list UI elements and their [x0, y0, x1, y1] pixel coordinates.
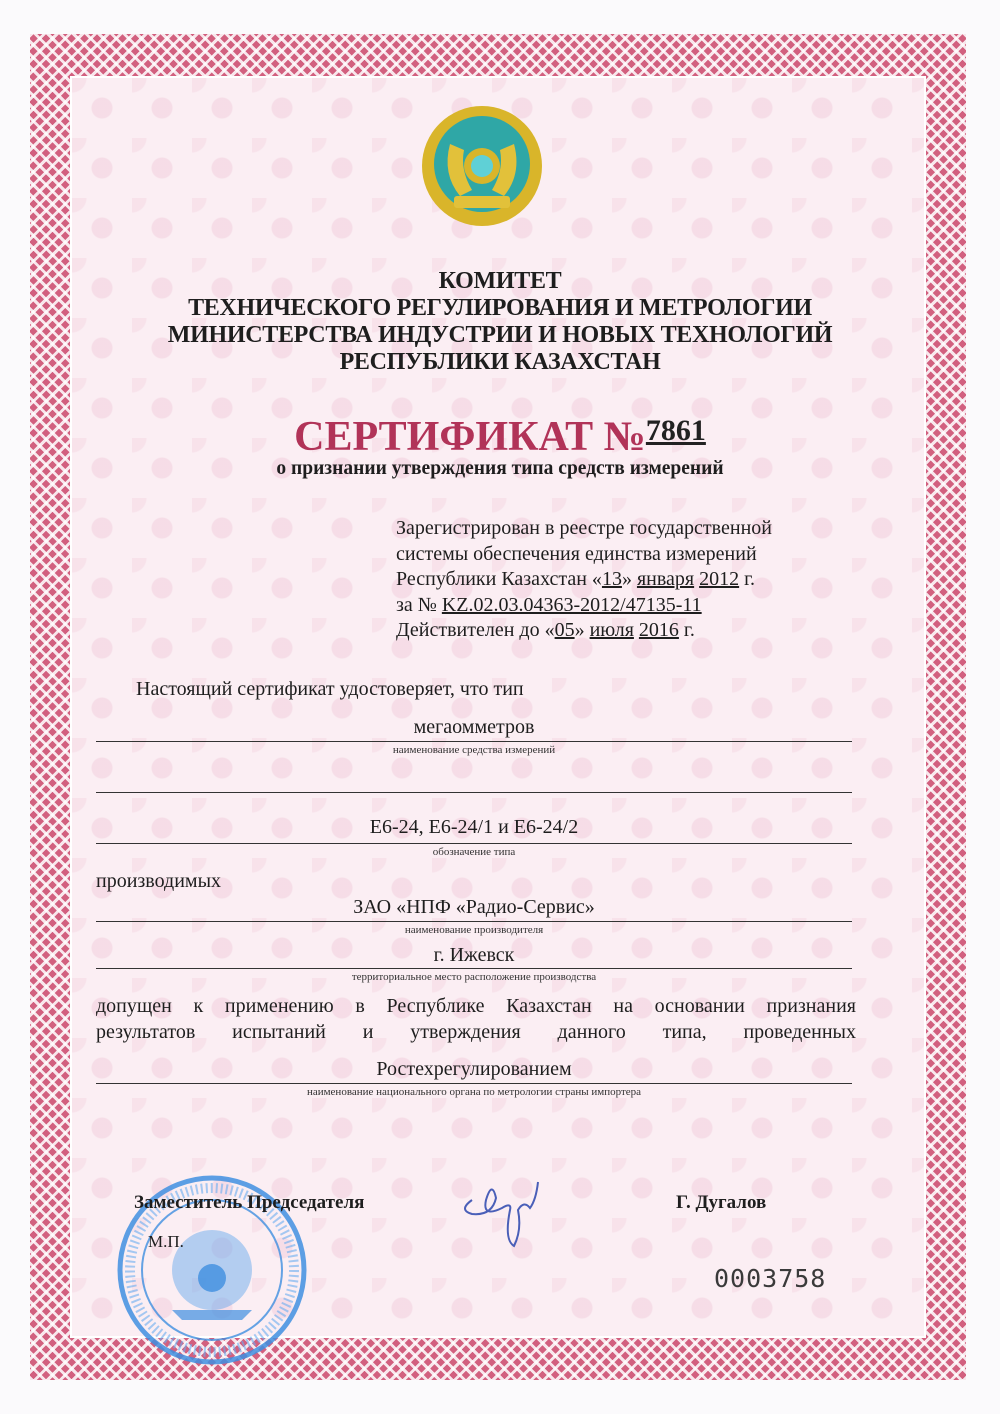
certificate-title	[100, 406, 900, 462]
validity-year: 2016	[638, 619, 679, 641]
manufacturer-caption: наименование производителя	[404, 924, 544, 936]
kazakhstan-emblem-icon	[420, 104, 544, 228]
registration-day: 13	[601, 568, 622, 590]
handwritten-signature	[452, 1170, 562, 1250]
registration-number: KZ.02.03.04363-2012/47135-11	[441, 593, 702, 616]
seal-place-label: М.П.	[148, 1232, 184, 1251]
certificate-title-text: СЕРТИФИКАТ №	[294, 414, 646, 460]
certificate-background	[72, 78, 924, 1336]
underline	[96, 1083, 852, 1084]
produced-label: производимых	[96, 870, 222, 892]
heading-line: ТЕХНИЧЕСКОГО РЕГУЛИРОВАНИЯ И МЕТРОЛОГИИ	[188, 295, 812, 321]
issuer-heading	[100, 268, 900, 376]
authority-name: Ростехрегулированием	[376, 1058, 572, 1080]
year-suffix: г.	[744, 568, 756, 590]
underline	[96, 792, 852, 793]
year-suffix: г.	[683, 619, 695, 641]
intro-text: Настоящий сертификат удостоверяет, что тип	[136, 678, 524, 700]
validity-line: Действителен до «05» июля 2016 г.	[396, 619, 695, 641]
heading-line: МИНИСТЕРСТВА ИНДУСТРИИ И НОВЫХ ТЕХНОЛОГИЙ	[167, 322, 833, 348]
validity-prefix: Действителен до «	[396, 619, 555, 641]
manufacturer-name: ЗАО «НПФ «Радио-Сервис»	[353, 896, 595, 918]
signatory-position: Заместитель Председателя	[134, 1192, 365, 1213]
heading-line: РЕСПУБЛИКИ КАЗАХСТАН	[339, 349, 661, 375]
registration-date-prefix: Республики Казахстан «	[396, 568, 602, 590]
approval-line-2: результатов испытаний и утверждения данного типа, проведенных	[96, 1021, 856, 1043]
approval-line-1: допущен к применению в Республике Казахстан на основании признания	[96, 995, 856, 1017]
certificate-number: 7861	[645, 414, 706, 447]
underline	[96, 843, 852, 844]
registration-month: января	[636, 568, 695, 590]
underline	[96, 968, 852, 969]
authority-caption: наименование национального органа по метрологии страны импортера	[306, 1086, 642, 1098]
type-caption: обозначение типа	[432, 846, 516, 858]
instrument-name: мегаомметров	[413, 716, 535, 738]
signatory-name: Г. Дугалов	[676, 1192, 767, 1213]
location-caption: территориальное место расположение производства	[351, 971, 597, 983]
registration-block	[396, 516, 772, 644]
registration-line: Зарегистрирован в реестре государственной	[396, 517, 772, 539]
type-designation: Е6-24, Е6-24/1 и Е6-24/2	[369, 816, 579, 838]
registration-date-line: Республики Казахстан «13» января 2012 г.	[396, 568, 756, 590]
instrument-caption: наименование средства измерений	[392, 744, 556, 756]
registration-line: системы обеспечения единства измерений	[396, 542, 757, 565]
underline	[96, 741, 852, 742]
serial-number: 0003758	[714, 1264, 827, 1293]
production-location: г. Ижевск	[433, 944, 515, 966]
certificate-subtitle: о признании утверждения типа средств измерений	[276, 458, 724, 479]
registration-year: 2012	[699, 568, 740, 590]
heading-line: КОМИТЕТ	[438, 268, 562, 294]
registration-number-prefix: за №	[396, 593, 437, 616]
validity-month: июля	[589, 619, 634, 641]
registration-number-line	[396, 593, 772, 619]
underline	[96, 921, 852, 922]
validity-day: 05	[554, 619, 575, 641]
